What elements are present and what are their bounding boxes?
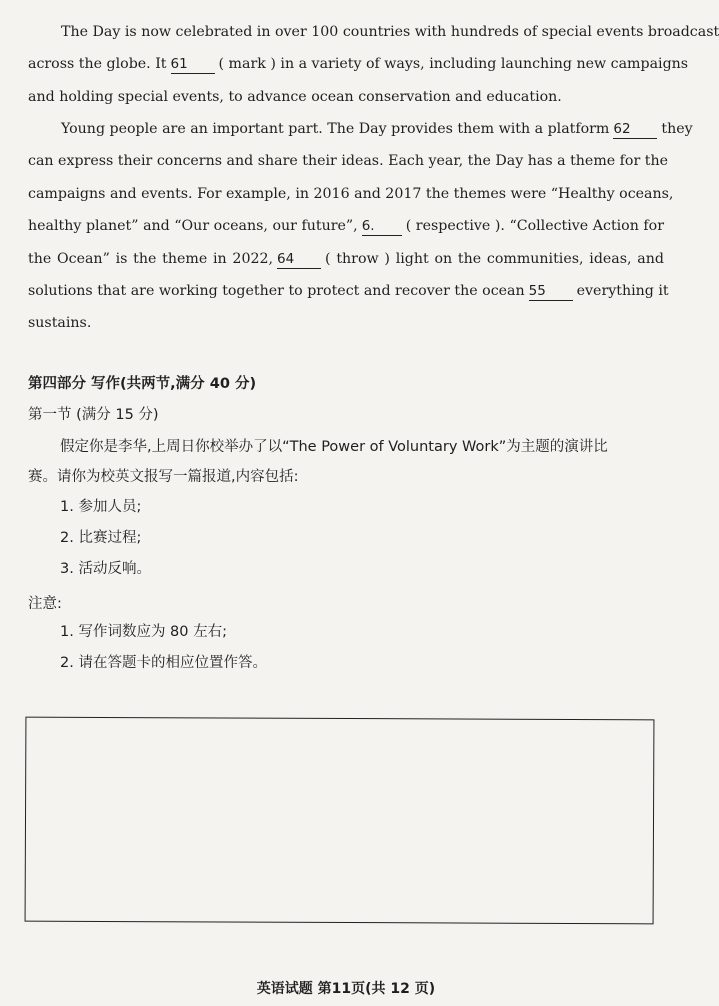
writing-prompt [28,432,664,492]
blank-64: 64 [277,250,321,269]
list-item: 2. 请在答题卡的相应位置作答。 [60,655,267,671]
answer-box[interactable] [25,717,655,925]
list-item: 3. 活动反响。 [60,561,151,577]
subsection-title: 第一节 (满分 15 分) [28,407,159,423]
prompt-line: 赛。请你为校英文报写一篇报道,内容包括: [28,469,299,485]
page-footer: 英语试题 第11页(共 12 页) [256,981,436,997]
passage-line: solutions that are working together to protect and recover the ocean 55 everything it [28,282,669,299]
blank-61: 61 [171,55,215,74]
list-item: 1. 参加人员; [60,499,142,515]
passage-paragraph-1 [28,16,719,113]
section-title: 第四部分 写作(共两节,满分 40 分) [28,376,257,392]
passage-line: The Day is now celebrated in over 100 countries with hundreds of special events broadcast [61,24,719,40]
passage-line: healthy planet” and “Our oceans, our future”, 6. ( respective ). “Collective Action for [28,218,664,235]
passage-line: the Ocean” is the theme in 2022, 64 ( throw ) light on the communities, ideas, and [28,250,664,267]
prompt-line: 假定你是李华,上周日你校举办了以“The Power of Voluntary Work”为主题的演讲比 [60,439,608,455]
blank-62: 62 [613,120,657,139]
passage-line: sustains. [28,315,92,332]
list-item: 1. 写作词数应为 80 左右; [60,624,227,640]
note-label: 注意: [28,596,62,612]
blank-65: 55 [529,282,573,301]
passage-paragraph-2 [28,113,693,340]
passage-line: and holding special events, to advance ocean conservation and education. [28,88,562,105]
blank-63: 6. [362,217,402,236]
passage-line: campaigns and events. For example, in 2016 and 2017 the themes were “Healthy oceans, [28,185,674,202]
passage-line: can express their concerns and share their ideas. Each year, the Day has a theme for the [28,153,669,170]
passage-line: across the globe. It 61 ( mark ) in a variety of ways, including launching new campaigns [28,56,689,73]
list-item: 2. 比赛过程; [60,530,142,546]
content-requirements [60,492,151,585]
passage-line: Young people are an important part. The Day provides them with a platform 62 they [61,121,693,137]
notes-list [60,617,267,679]
